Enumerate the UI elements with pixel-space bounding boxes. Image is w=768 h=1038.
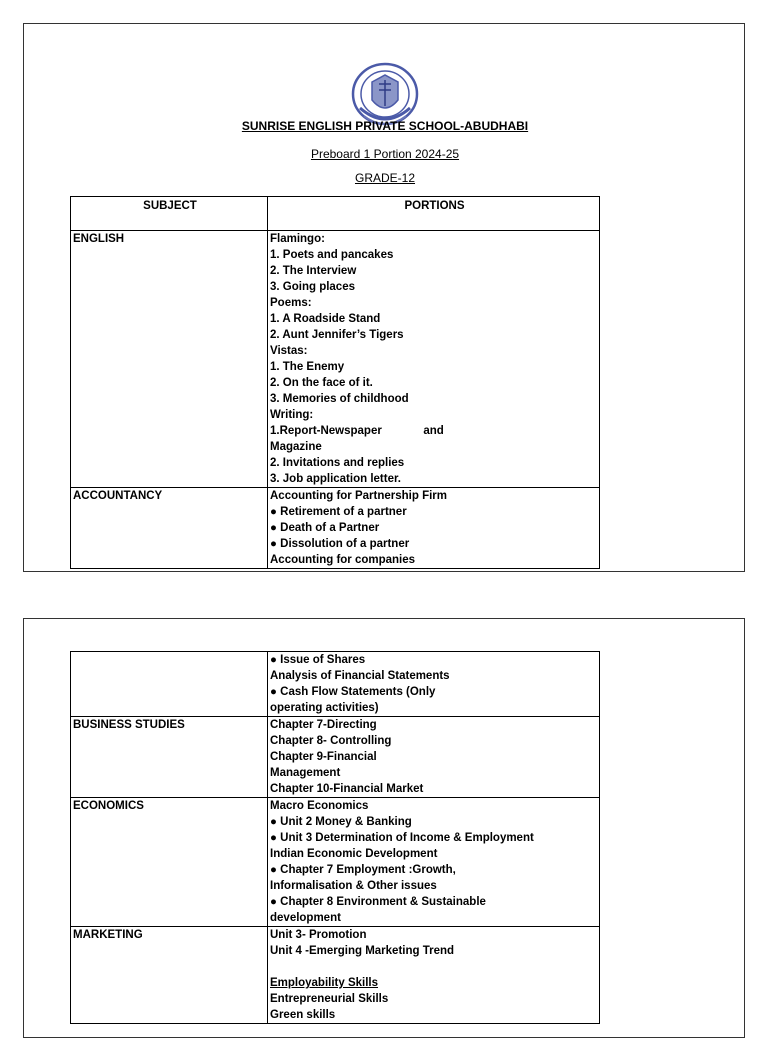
portions-cell xyxy=(268,717,600,798)
portion-line: ● Death of a Partner xyxy=(270,522,380,534)
table-row xyxy=(71,927,600,1024)
subject-cell: ACCOUNTANCY xyxy=(71,488,268,569)
portions-cell xyxy=(268,798,600,927)
portion-line: Entrepreneurial Skills xyxy=(270,993,389,1005)
subject-column-header: SUBJECT xyxy=(71,197,268,231)
table-row xyxy=(71,798,600,927)
portion-line: Employability Skills xyxy=(270,977,379,989)
subject-cell: MARKETING xyxy=(71,927,268,1024)
table-row xyxy=(71,717,600,798)
portion-line: ● Dissolution of a partner xyxy=(270,538,410,550)
table-header-row xyxy=(71,197,600,231)
portion-line: Macro Economics xyxy=(270,800,369,812)
portion-line: ● Chapter 7 Employment :Growth, xyxy=(270,864,456,876)
portions-cell xyxy=(268,927,600,1024)
portion-line: 2. The Interview xyxy=(270,265,357,277)
portion-line: Accounting for Partnership Firm xyxy=(270,490,447,502)
portion-line: Chapter 9-Financial xyxy=(270,751,377,763)
subject-cell: BUSINESS STUDIES xyxy=(71,717,268,798)
portion-line: 1.Report-Newspaper and xyxy=(270,425,444,437)
portion-line: Writing: xyxy=(270,409,314,421)
portion-line: Chapter 10-Financial Market xyxy=(270,783,424,795)
portion-line: Flamingo: xyxy=(270,233,325,245)
portion-line: ● Retirement of a partner xyxy=(270,506,407,518)
subject-cell: ENGLISH xyxy=(71,231,268,488)
portion-line: Accounting for companies xyxy=(270,554,416,566)
portion-line: 3. Memories of childhood xyxy=(270,393,409,405)
portion-line: Informalisation & Other issues xyxy=(270,880,437,892)
school-name: SUNRISE ENGLISH PRIVATE SCHOOL-ABUDHABI xyxy=(241,119,529,133)
portion-line: Green skills xyxy=(270,1009,336,1021)
portion-line: 3. Job application letter. xyxy=(270,473,402,485)
portion-line: 3. Going places xyxy=(270,281,355,293)
portion-line xyxy=(270,959,599,975)
portion-table-page-1 xyxy=(70,196,600,569)
subject-cell: ECONOMICS xyxy=(71,798,268,927)
grade-title: GRADE-12 xyxy=(354,171,416,185)
portion-line: 1. The Enemy xyxy=(270,361,345,373)
portion-line: Management xyxy=(270,767,341,779)
portion-line: Unit 3- Promotion xyxy=(270,929,367,941)
portions-cell xyxy=(268,231,600,488)
portions-column-header: PORTIONS xyxy=(268,197,600,231)
table-row xyxy=(71,652,600,717)
table-body-page-1 xyxy=(71,231,600,569)
portion-line: Magazine xyxy=(270,441,322,453)
portion-line: Indian Economic Development xyxy=(270,848,438,860)
portion-line: 2. Aunt Jennifer’s Tigers xyxy=(270,329,404,341)
portion-line: Vistas: xyxy=(270,345,308,357)
portion-line: Poems: xyxy=(270,297,312,309)
portion-line: ● Unit 2 Money & Banking xyxy=(270,816,412,828)
portion-line: operating activities) xyxy=(270,702,379,714)
portion-line: Analysis of Financial Statements xyxy=(270,670,450,682)
portion-table-page-2 xyxy=(70,651,600,1024)
exam-title: Preboard 1 Portion 2024-25 xyxy=(310,147,460,161)
portion-line: 1. A Roadside Stand xyxy=(270,313,381,325)
portion-line: development xyxy=(270,912,341,924)
portion-line: 2. Invitations and replies xyxy=(270,457,405,469)
portion-line: Unit 4 -Emerging Marketing Trend xyxy=(270,945,455,957)
portion-line: Chapter 8- Controlling xyxy=(270,735,392,747)
table-row xyxy=(71,231,600,488)
portion-line: ● Cash Flow Statements (Only xyxy=(270,686,436,698)
table-row xyxy=(71,488,600,569)
portion-line: 2. On the face of it. xyxy=(270,377,373,389)
document-page-1 xyxy=(23,23,745,572)
table-body-page-2 xyxy=(71,652,600,1024)
portion-line: ● Chapter 8 Environment & Sustainable xyxy=(270,896,486,908)
subject-cell xyxy=(71,652,268,717)
portion-line: 1. Poets and pancakes xyxy=(270,249,394,261)
portion-line: ● Issue of Shares xyxy=(270,654,366,666)
portion-line: Chapter 7-Directing xyxy=(270,719,377,731)
portions-cell xyxy=(268,488,600,569)
document-page-2 xyxy=(23,618,745,1038)
portions-cell xyxy=(268,652,600,717)
portion-line: ● Unit 3 Determination of Income & Employment xyxy=(270,832,534,844)
